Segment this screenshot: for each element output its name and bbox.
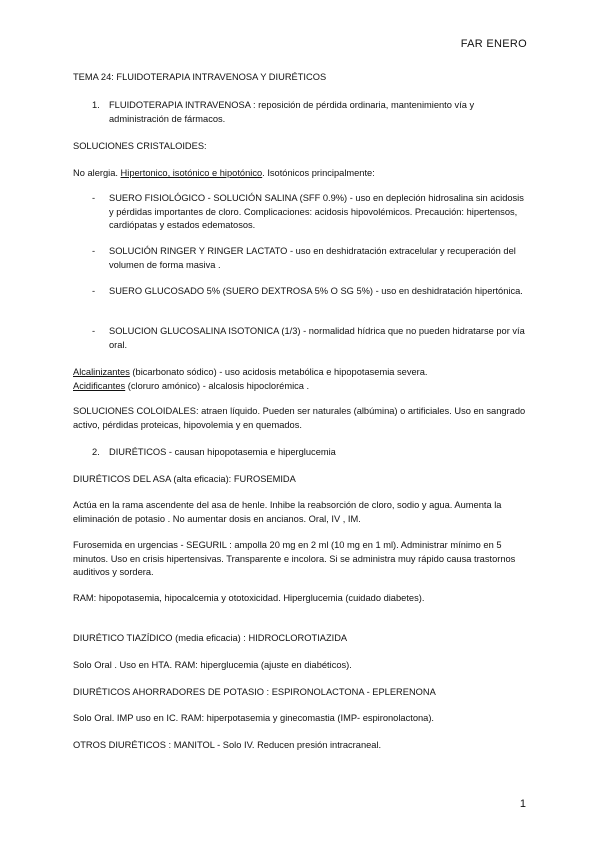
intro-post: . Isotónicos principalmente: xyxy=(262,168,375,178)
asa-paragraph-2: Furosemida en urgencias - SEGURIL : ampolla 20 mg en 2 ml (10 mg en 1 ml). Administrar mínimo en 5 minutos. Uso en crisis hipertensivas. Transparente e incolora. Si se administra muy rápido causa trastornos auditivos y sordera. xyxy=(73,540,516,577)
bullet-glucosado: SUERO GLUCOSADO 5% (SUERO DEXTROSA 5% O SG 5%) - uso en deshidratación hipertónica. xyxy=(109,286,523,296)
cristaloides-heading: SOLUCIONES CRISTALOIDES: xyxy=(73,141,207,151)
ahorradores-paragraph: Solo Oral. IMP uso en IC. RAM: hiperpotasemia y ginecomastia (IMP- espironolactona). xyxy=(73,713,435,723)
asa-paragraph-1: Actúa en la rama ascendente del asa de henle. Inhibe la reabsorción de cloro, sodio y agua. Aumenta la eliminación de potasio . No aumentar dosis en ancianos. Oral, IV , IM. xyxy=(73,500,502,524)
bullet-dash: - xyxy=(92,246,96,256)
otros-diureticos: OTROS DIURÉTICOS : MANITOL - Solo IV. Reducen presión intracraneal. xyxy=(73,740,382,750)
tiazidico-paragraph: Solo Oral . Uso en HTA. RAM: hiperglucemia (ajuste en diabéticos). xyxy=(73,660,352,670)
asa-paragraph-3: RAM: hipopotasemia, hipocalcemia y ototoxicidad. Hiperglucemia (cuidado diabetes). xyxy=(73,593,425,603)
section-1-number: 1. xyxy=(92,100,100,110)
alcalinizantes-term: Alcalinizantes xyxy=(73,367,130,377)
intro-pre: No alergia. xyxy=(73,168,121,178)
acidificantes-line xyxy=(73,380,529,394)
section-1-text: FLUIDOTERAPIA INTRAVENOSA : reposición de pérdida ordinaria, mantenimiento vía y administración de fármacos. xyxy=(109,100,475,124)
bullet-ringer: SOLUCIÓN RINGER Y RINGER LACTATO - uso en deshidratación extracelular y recuperación del volumen de forma masiva . xyxy=(109,246,516,270)
section-2-text: DIURÉTICOS - causan hipopotasemia e hiperglucemia xyxy=(109,447,336,457)
alcalinizantes-rest: (bicarbonato sódico) - uso acidosis metabólica e hipopotasemia severa. xyxy=(129,367,428,377)
bullet-glucosalina: SOLUCION GLUCOSALINA ISOTONICA (1/3) - normalidad hídrica que no pueden hidratarse por vía oral. xyxy=(109,326,525,350)
bullet-dash: - xyxy=(92,193,96,203)
page-header: FAR ENERO xyxy=(460,38,527,50)
alcalinizantes-line xyxy=(73,366,529,380)
intro-underlined: Hipertonico, isotónico e hipotónico xyxy=(120,168,263,178)
bullet-dash: - xyxy=(92,326,96,336)
bullet-suero-fisiologico: SUERO FISIOLÓGICO - SOLUCIÓN SALINA (SFF 0.9%) - uso en depleción hidrosalina sin acidosis y pérdidas importantes de cloro. Complicaciones: acidosis hipovolémicos. Precaución: hipertensos, cardiópatas y estados edematosos. xyxy=(109,193,524,230)
bullet-dash: - xyxy=(92,286,96,296)
document-title: TEMA 24: FLUIDOTERAPIA INTRAVENOSA Y DIURÉTICOS xyxy=(73,72,327,82)
page-number: 1 xyxy=(519,798,526,810)
cristaloides-intro xyxy=(73,167,529,181)
tiazidico-heading: DIURÉTICO TIAZÍDICO (media eficacia) : HIDROCLOROTIAZIDA xyxy=(73,633,348,643)
ahorradores-heading: DIURÉTICOS AHORRADORES DE POTASIO : ESPIRONOLACTONA - EPLERENONA xyxy=(73,687,436,697)
asa-heading: DIURÉTICOS DEL ASA (alta eficacia): FUROSEMIDA xyxy=(73,474,296,484)
acidificantes-term: Acidificantes xyxy=(73,381,126,391)
section-2-number: 2. xyxy=(92,447,100,457)
coloidales-paragraph: SOLUCIONES COLOIDALES: atraen líquido. Pueden ser naturales (albúmina) o artificiales. Uso en sangrado activo, pérdidas proteicas, hipovolemia y en quemados. xyxy=(73,406,526,430)
acidificantes-rest: (cloruro amónico) - alcalosis hipoclorémica . xyxy=(125,381,310,391)
